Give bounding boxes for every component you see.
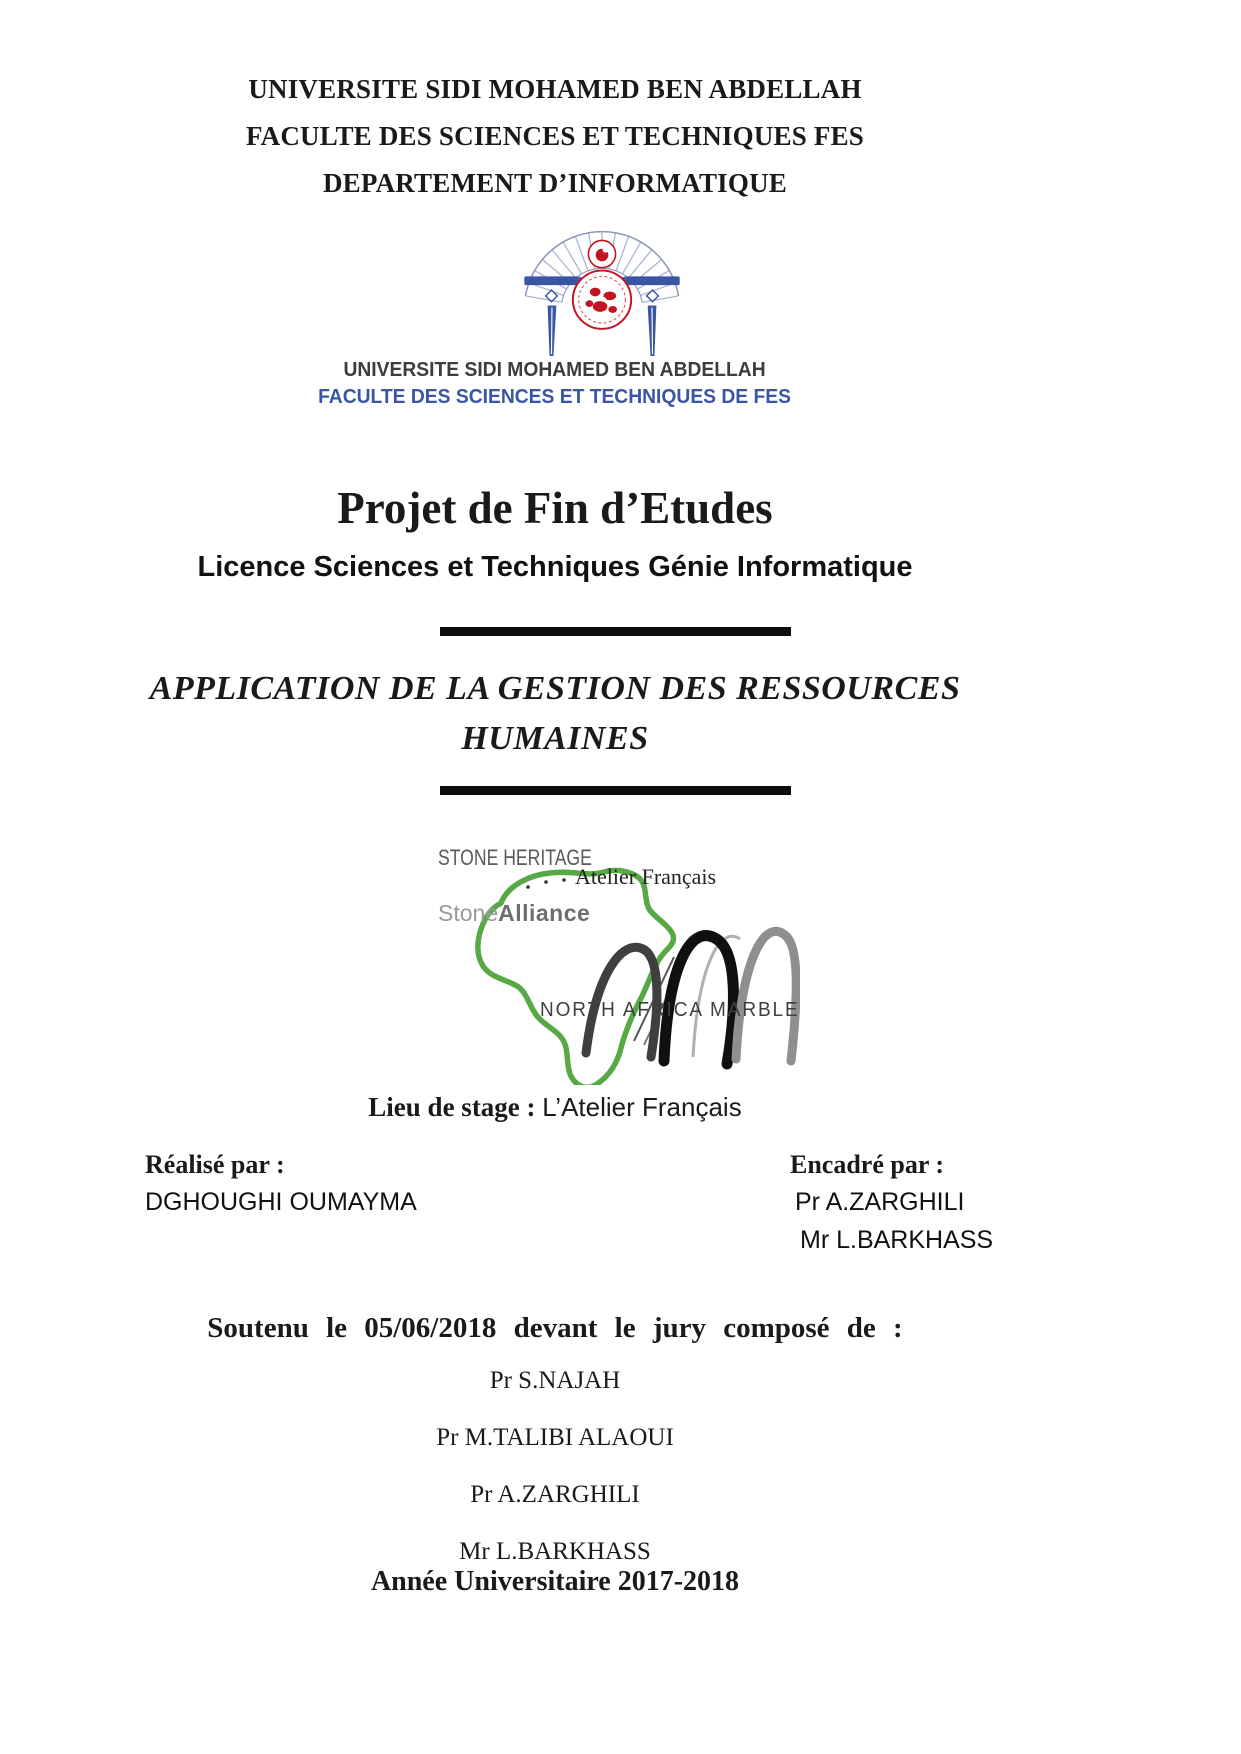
realise-par-label: Réalisé par : xyxy=(145,1150,285,1179)
university-emblem xyxy=(494,222,710,358)
project-title-line2: HUMAINES xyxy=(461,720,649,757)
jury-member: Mr L.BARKHASS xyxy=(459,1538,651,1565)
page-subtitle: Licence Sciences et Techniques Génie Informatique xyxy=(197,551,913,583)
supervisor-name-1: Pr A.ZARGHILI xyxy=(795,1188,965,1216)
academic-year: Année Universitaire 2017-2018 xyxy=(370,1566,740,1597)
header-department: DEPARTEMENT D’INFORMATIQUE xyxy=(322,168,787,198)
stage-line xyxy=(0,1092,1110,1123)
logo-university-name: UNIVERSITE SIDI MOHAMED BEN ABDELLAH xyxy=(343,358,767,381)
atelier-francais-logo-text: Atelier Français xyxy=(575,864,717,889)
stone-alliance-logo-text: StoneAlliance xyxy=(438,900,591,926)
supervisor-name-2: Mr L.BARKHASS xyxy=(800,1226,994,1254)
author-name: DGHOUGHI OUMAYMA xyxy=(145,1188,417,1216)
project-title-line1: APPLICATION DE LA GESTION DES RESSOURCES xyxy=(149,670,961,707)
header-university: UNIVERSITE SIDI MOHAMED BEN ABDELLAH xyxy=(248,74,862,104)
project-title xyxy=(0,664,1110,764)
north-africa-marble-logo-text: NORTH AFRICA MARBLE xyxy=(540,999,800,1021)
divider-rule-top xyxy=(440,627,791,636)
divider-rule-bottom xyxy=(440,786,791,795)
jury-intro: Soutenu le 05/06/2018 devant le jury composé de : xyxy=(207,1312,903,1344)
jury-member: Pr A.ZARGHILI xyxy=(470,1481,640,1508)
university-emblem-icon xyxy=(494,222,710,358)
encadre-par-label: Encadré par : xyxy=(790,1150,945,1179)
stage-value: L’Atelier Français xyxy=(542,1092,742,1122)
header-faculty: FACULTE DES SCIENCES ET TECHNIQUES FES xyxy=(245,121,865,151)
logo-faculty-name: FACULTE DES SCIENCES ET TECHNIQUES DE FES xyxy=(318,385,792,408)
stone-heritage-logo-text: STONE HERITAGE xyxy=(438,845,592,870)
jury-list xyxy=(0,1352,1110,1580)
page-title: Projet de Fin d’Etudes xyxy=(337,483,773,533)
jury-member: Pr S.NAJAH xyxy=(489,1367,621,1394)
jury-member: Pr M.TALIBI ALAOUI xyxy=(436,1424,674,1451)
company-logo xyxy=(438,845,800,1085)
header-block xyxy=(0,66,1110,207)
stage-label: Lieu de stage : xyxy=(368,1092,536,1122)
